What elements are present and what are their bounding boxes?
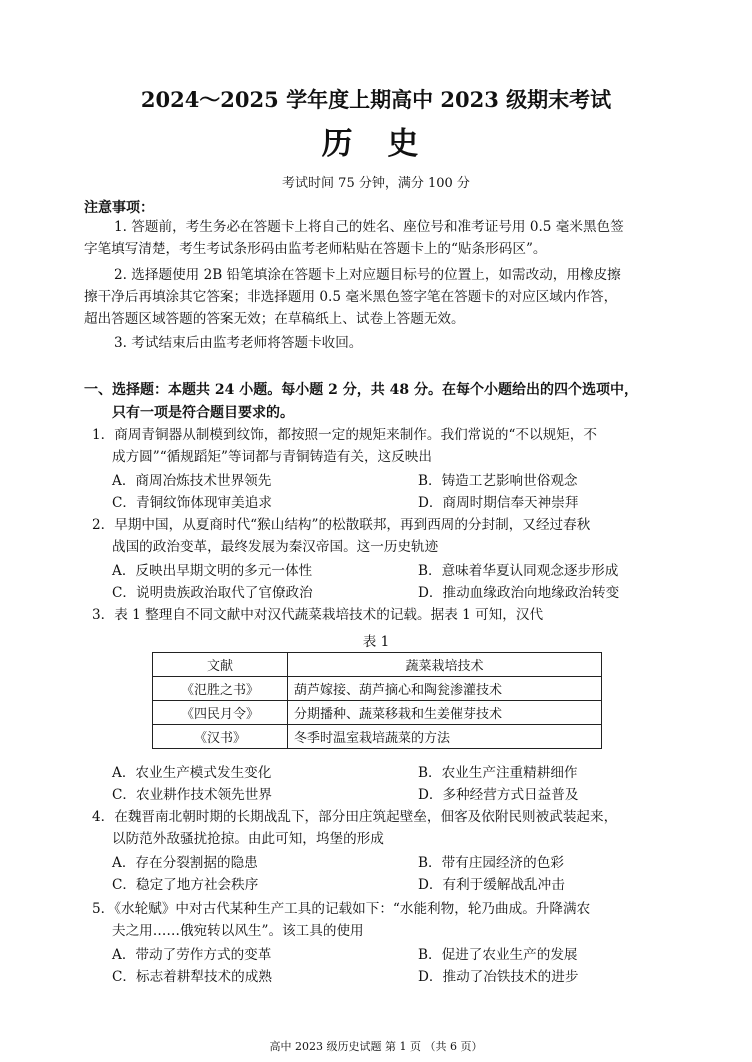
option-d: D．多种经营方式日益普及	[418, 787, 579, 803]
table-1	[152, 652, 602, 749]
option-b: B．铸造工艺影响世俗观念	[418, 473, 578, 489]
table-row	[153, 725, 602, 749]
table-cell: 《汉书》	[153, 725, 288, 749]
option-a: A．存在分裂割据的隐患	[112, 855, 258, 871]
table-row	[153, 677, 602, 701]
exam-title: 2024～2025 学年度上期高中 2023 级期末考试	[140, 87, 612, 112]
exam-time-info: 考试时间 75 分钟，满分 100 分	[282, 176, 470, 191]
option-c: C．稳定了地方社会秩序	[112, 877, 259, 893]
option-b: B．农业生产注重精耕细作	[418, 765, 578, 781]
table-cell: 葫芦嫁接、葫芦摘心和陶瓮渗灌技术	[288, 677, 602, 701]
question-stem: 5．《水轮赋》中对古代某种生产工具的记载如下：“水能利物，轮乃曲成。升降满农	[92, 901, 591, 917]
option-a: A．商周冶炼技术世界领先	[112, 473, 272, 489]
question-stem: 以防范外敌骚扰抢掠。由此可知，坞堡的形成	[112, 831, 384, 847]
question-stem: 战国的政治变革，最终发展为秦汉帝国。这一历史轨迹	[112, 539, 439, 555]
option-c: C．标志着耕犁技术的成熟	[112, 969, 272, 985]
option-a: A．带动了劳作方式的变革	[112, 947, 272, 963]
option-b: B．促进了农业生产的发展	[418, 947, 578, 963]
option-d: D．商周时期信奉天神崇拜	[418, 495, 579, 511]
notes-line: 2. 选择题使用 2B 铅笔填涂在答题卡上对应题目标号的位置上，如需改动，用橡皮擦	[114, 267, 621, 283]
option-b: B．意味着华夏认同观念逐步形成	[418, 563, 619, 579]
option-c: C．农业耕作技术领先世界	[112, 787, 272, 803]
question-stem: 1．商周青铜器从制模到纹饰，都按照一定的规矩来制作。我们常说的“不以规矩，不	[92, 427, 597, 443]
table-header-cell: 蔬菜栽培技术	[288, 653, 602, 677]
section-heading-cont: 只有一项是符合题目要求的。	[112, 405, 294, 421]
option-d: D．推动血缘政治向地缘政治转变	[418, 585, 620, 601]
question-stem: 4．在魏晋南北朝时期的长期战乱下，部分田庄筑起壁垒，佃客及依附民则被武装起来，	[92, 809, 618, 825]
question-stem: 3．表 1 整理自不同文献中对汉代蔬菜栽培技术的记载。据表 1 可知，汉代	[92, 607, 544, 623]
notes-line: 超出答题区域答题的答案无效；在草稿纸上、试卷上答题无效。	[84, 311, 465, 327]
question-stem: 2．早期中国，从夏商时代“猴山结构”的松散联邦，再到西周的分封制，又经过春秋	[92, 517, 591, 533]
notes-heading: 注意事项：	[84, 200, 154, 216]
option-c: C．青铜纹饰体现审美追求	[112, 495, 272, 511]
question-stem: 夫之用……俄宛转以风生”。该工具的使用	[112, 923, 364, 939]
page-footer: 高中 2023 级历史试题 第 1 页 （共 6 页）	[269, 1040, 483, 1053]
notes-line: 3. 考试结束后由监考老师将答题卡收回。	[114, 335, 363, 351]
notes-line: 1. 答题前，考生务必在答题卡上将自己的姓名、座位号和准考证号用 0.5 毫米黑色签	[114, 219, 624, 235]
table-cell: 《四民月令》	[153, 701, 288, 725]
notes-line: 擦干净后再填涂其它答案；非选择题用 0.5 毫米黑色签字笔在答题卡的对应区域内作答，	[84, 289, 618, 305]
table-row	[153, 701, 602, 725]
option-a: A．反映出早期文明的多元一体性	[112, 563, 313, 579]
table-cell: 冬季时温室栽培蔬菜的方法	[288, 725, 602, 749]
option-c: C．说明贵族政治取代了官僚政治	[112, 585, 313, 601]
table-caption: 表 1	[362, 634, 390, 650]
subject-title: 历 史	[321, 126, 431, 162]
option-d: D．推动了冶铁技术的进步	[418, 969, 579, 985]
table-header-row	[153, 653, 602, 677]
option-b: B．带有庄园经济的色彩	[418, 855, 564, 871]
notes-line: 字笔填写清楚，考生考试条形码由监考老师粘贴在答题卡上的“贴条形码区”。	[84, 241, 547, 257]
question-stem: 成方圆”“循规蹈矩”等词都与青铜铸造有关，这反映出	[112, 449, 432, 465]
option-d: D．有利于缓解战乱冲击	[418, 877, 565, 893]
table-cell: 分期播种、蔬菜移栽和生姜催芽技术	[288, 701, 602, 725]
option-a: A．农业生产模式发生变化	[112, 765, 272, 781]
table-cell: 《氾胜之书》	[153, 677, 288, 701]
table-header-cell: 文献	[153, 653, 288, 677]
section-heading: 一、选择题：本题共 24 小题。每小题 2 分，共 48 分。在每个小题给出的四个选项中，	[84, 382, 638, 398]
